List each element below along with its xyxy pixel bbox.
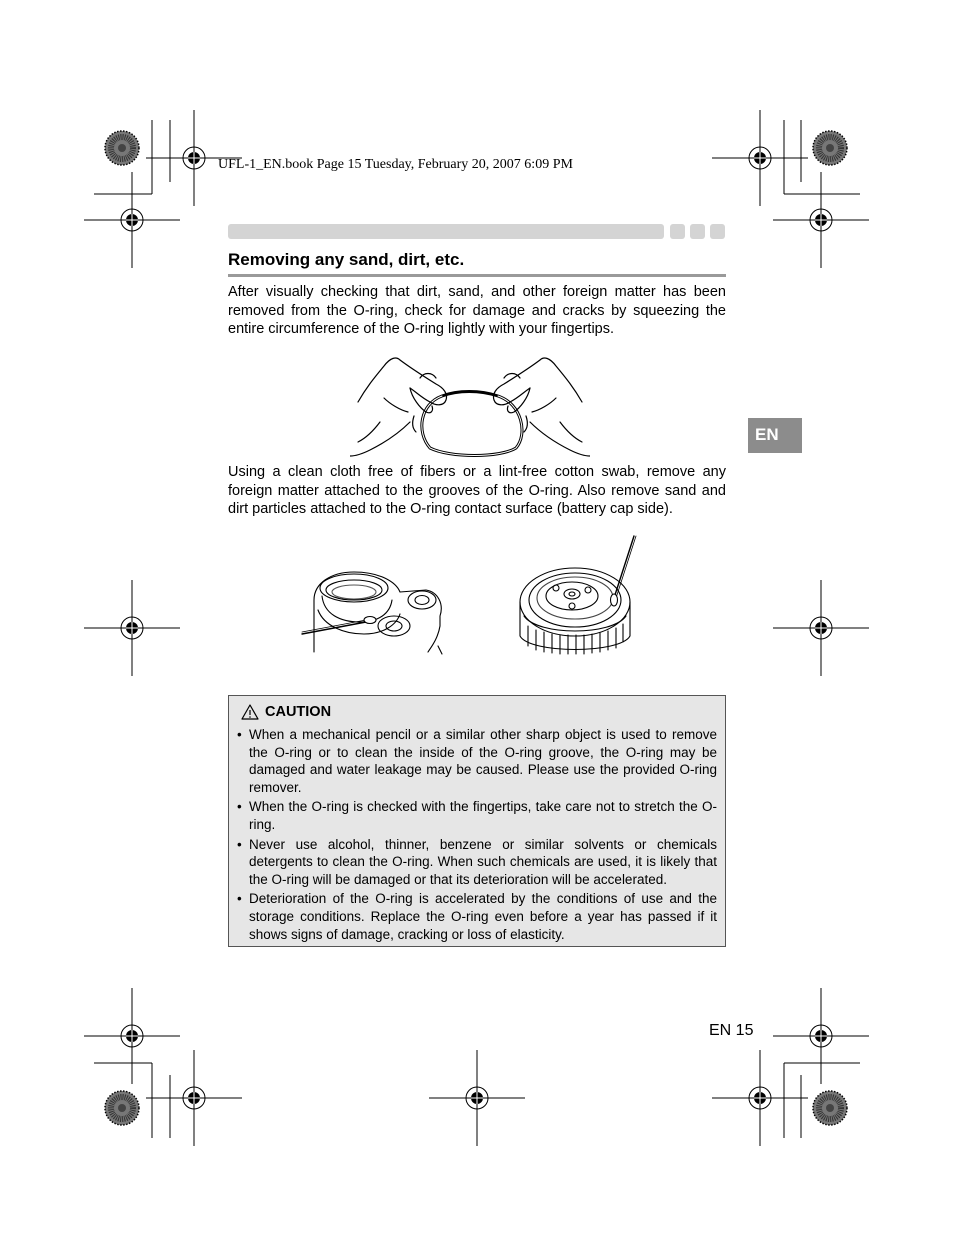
star-target-bottom-left <box>105 1091 139 1125</box>
star-target-top-right <box>813 131 847 165</box>
caution-item: • When the O-ring is checked with the fingertips, take care not to stretch the O-ring. <box>237 798 717 833</box>
paragraph-oring-check: After visually checking that dirt, sand, and other foreign matter has been removed from the O-ring, check for damage and cracks by squeezing the entire circumference of the O-ring lightly with your fingertips. <box>228 284 726 337</box>
language-tab: EN <box>748 418 802 453</box>
caution-item: • Never use alcohol, thinner, benzene or similar solvents or chemicals detergents to clean the O-ring. When such chemicals are used, it is likely that the O-ring will be damaged or that its deterioration will be accelerated. <box>237 836 717 889</box>
housing-groove-cleaning-illustration <box>300 560 448 656</box>
caution-item: • When a mechanical pencil or a similar other sharp object is used to remove the O-ring or to clean the inside of the O-ring groove, the O-ring may be damaged and water leakage may be caused. Please use the provided O-ring remover. <box>237 726 717 796</box>
star-target-bottom-right <box>813 1091 847 1125</box>
title-bar-square <box>710 224 725 239</box>
star-target-top-left <box>105 131 139 165</box>
caution-heading: CAUTION <box>265 704 332 720</box>
battery-cap-cleaning-illustration <box>510 532 640 664</box>
paragraph-cleaning-grooves: Using a clean cloth free of fibers or a lint-free cotton swab, remove any foreign matter attached to the grooves of the O-ring. Also remove sand and dirt particles attached to the O-ring contact surface (battery cap side). <box>228 464 726 517</box>
caution-item: • Deterioration of the O-ring is accelerated by the conditions of use and the storage conditions. Replace the O-ring even before a year has passed if it shows signs of damage, cracking or loss of elasticity. <box>237 890 717 943</box>
section-title-bar <box>228 224 664 239</box>
section-title: Removing any sand, dirt, etc. <box>228 250 465 269</box>
caution-box <box>228 695 726 947</box>
title-bar-square <box>670 224 685 239</box>
warning-triangle-icon <box>241 704 259 720</box>
print-header: UFL-1_EN.book Page 15 Tuesday, February 20, 2007 6:09 PM <box>218 157 573 172</box>
hands-squeezing-oring-illustration <box>350 352 590 460</box>
caution-heading-row <box>241 702 717 722</box>
page-number: EN 15 <box>709 1022 754 1039</box>
title-bar-square <box>690 224 705 239</box>
caution-list <box>237 726 717 943</box>
title-underline <box>228 274 726 277</box>
